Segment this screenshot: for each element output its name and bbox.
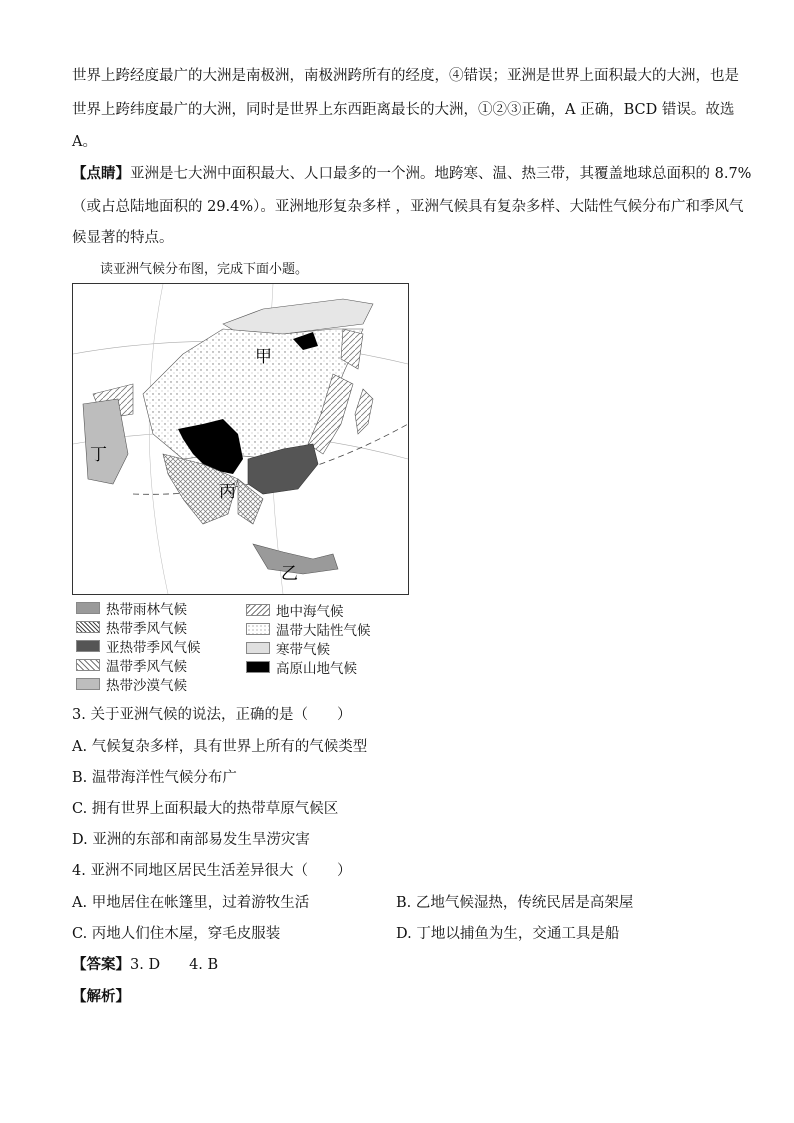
- legend-item: [76, 655, 187, 675]
- label-jia: 甲: [255, 347, 272, 367]
- answer-line: [72, 953, 218, 974]
- q3-option-d: D. 亚洲的东部和南部易发生旱涝灾害: [72, 832, 310, 848]
- map-svg: [73, 284, 408, 594]
- dianjing-line-3: 候显著的特点。: [72, 230, 174, 246]
- q4-option-d: D. 丁地以捕鱼为生，交通工具是船: [396, 926, 620, 942]
- legend-label: 寒带气候: [276, 642, 330, 658]
- legend-label: 热带雨林气候: [106, 602, 187, 618]
- legend-label: 亚热带季风气候: [106, 640, 201, 656]
- legend-item: [76, 636, 201, 656]
- legend-item: [76, 674, 187, 694]
- legend-swatch: [246, 661, 270, 673]
- q4-option-b: B. 乙地气候湿热，传统民居是高架屋: [396, 895, 634, 911]
- legend-label: 热带沙漠气候: [106, 678, 187, 694]
- legend-item: [246, 657, 357, 677]
- legend-label: 热带季风气候: [106, 621, 187, 637]
- q3-option-b: B. 温带海洋性气候分布广: [72, 770, 237, 786]
- legend-label: 高原山地气候: [276, 661, 357, 677]
- dianjing-text-1: 亚洲是七大洲中面积最大、人口最多的一个洲。地跨寒、温、热三带，其覆盖地球总面积的 8.7%: [130, 166, 752, 182]
- dianjing-line-2: （或占总陆地面积的 29.4%）。亚洲地形复杂多样 ，亚洲气候具有复杂多样、大陆性气候分布广和季风气: [72, 199, 744, 215]
- q3-option-c: C. 拥有世界上面积最大的热带草原气候区: [72, 801, 339, 817]
- legend-item: [246, 619, 371, 639]
- dianjing-tag: 【点睛】: [72, 165, 130, 182]
- para-line-2: 世界上跨纬度最广的大洲，同时是世界上东西距离最长的大洲，①②③正确，A 正确，BCD 错误。故选: [72, 102, 735, 118]
- para-line-3: A。: [72, 134, 97, 150]
- legend-swatch: [246, 604, 270, 616]
- dianjing-line-1: [72, 162, 751, 183]
- legend-swatch: [246, 623, 270, 635]
- q4-stem: 4. 亚洲不同地区居民生活差异很大（ ）: [72, 863, 352, 879]
- legend-swatch: [76, 640, 100, 652]
- legend-item: [246, 638, 330, 658]
- label-bing: 丙: [219, 482, 236, 502]
- jiexi-tag: 【解析】: [72, 988, 130, 1005]
- label-ding: 丁: [90, 445, 107, 465]
- q3-option-a: A. 气候复杂多样，具有世界上所有的气候类型: [72, 739, 368, 755]
- legend-swatch: [76, 602, 100, 614]
- legend-item: [76, 617, 187, 637]
- legend-label: 温带季风气候: [106, 659, 187, 675]
- answer-text: 3. D 4. B: [130, 957, 219, 973]
- q3-stem: 3. 关于亚洲气候的说法，正确的是（ ）: [72, 707, 352, 723]
- answer-tag: 【答案】: [72, 956, 130, 973]
- map-caption: 读亚洲气候分布图，完成下面小题。: [100, 262, 309, 277]
- legend-label: 地中海气候: [276, 604, 344, 620]
- legend-swatch: [76, 621, 100, 633]
- legend-item: [76, 598, 187, 618]
- q4-option-a: A. 甲地居住在帐篷里，过着游牧生活: [72, 895, 310, 911]
- label-yi: 乙: [281, 564, 298, 584]
- para-line-1: 世界上跨经度最广的大洲是南极洲，南极洲跨所有的经度，④错误；亚洲是世界上面积最大的大洲，也是: [72, 68, 739, 84]
- q4-option-c: C. 丙地人们住木屋，穿毛皮服装: [72, 926, 281, 942]
- legend-label: 温带大陆性气候: [276, 623, 371, 639]
- legend-swatch: [76, 678, 100, 690]
- asia-climate-map: [72, 283, 409, 595]
- legend-swatch: [76, 659, 100, 671]
- legend-item: [246, 600, 344, 620]
- legend-swatch: [246, 642, 270, 654]
- map-legend: [76, 598, 406, 693]
